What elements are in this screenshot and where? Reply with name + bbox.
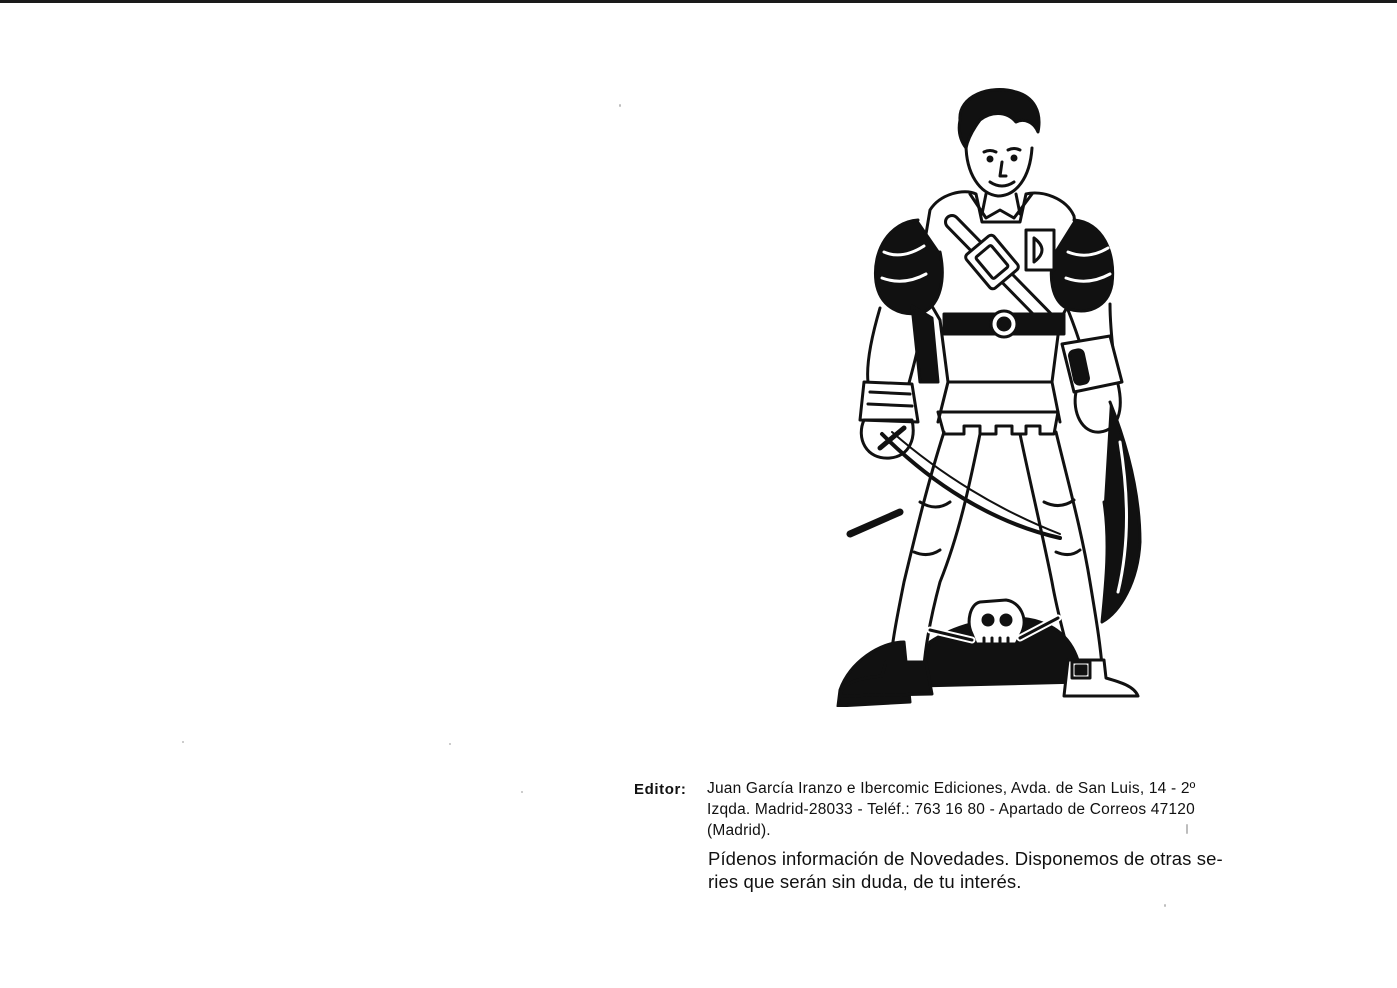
editor-line: Izqda. Madrid-28033 - Teléf.: 763 16 80 - Apartado de Correos 47120 <box>707 801 1195 818</box>
promo-line: ries que serán sin duda, de tu interés. <box>708 871 1022 892</box>
promo-text <box>708 847 1334 893</box>
pirate-boy-drawing <box>820 82 1155 707</box>
editor-line: Juan García Iranzo e Ibercomic Ediciones, Avda. de San Luis, 14 - 2º <box>707 780 1196 797</box>
promo-line: Pídenos información de Novedades. Disponemos de otras se- <box>708 848 1223 869</box>
editor-address <box>707 778 1196 841</box>
editor-label: Editor: <box>634 781 687 798</box>
scan-speck <box>521 791 523 793</box>
pirate-boy-illustration <box>820 82 1155 707</box>
editor-line: (Madrid). <box>707 822 771 839</box>
scan-speck <box>182 741 184 743</box>
scan-speck <box>449 743 451 745</box>
scan-speck <box>1164 904 1166 907</box>
scan-speck <box>619 104 621 107</box>
publisher-imprint <box>634 778 1334 893</box>
editor-block <box>634 778 1334 841</box>
page-top-edge <box>0 0 1397 3</box>
